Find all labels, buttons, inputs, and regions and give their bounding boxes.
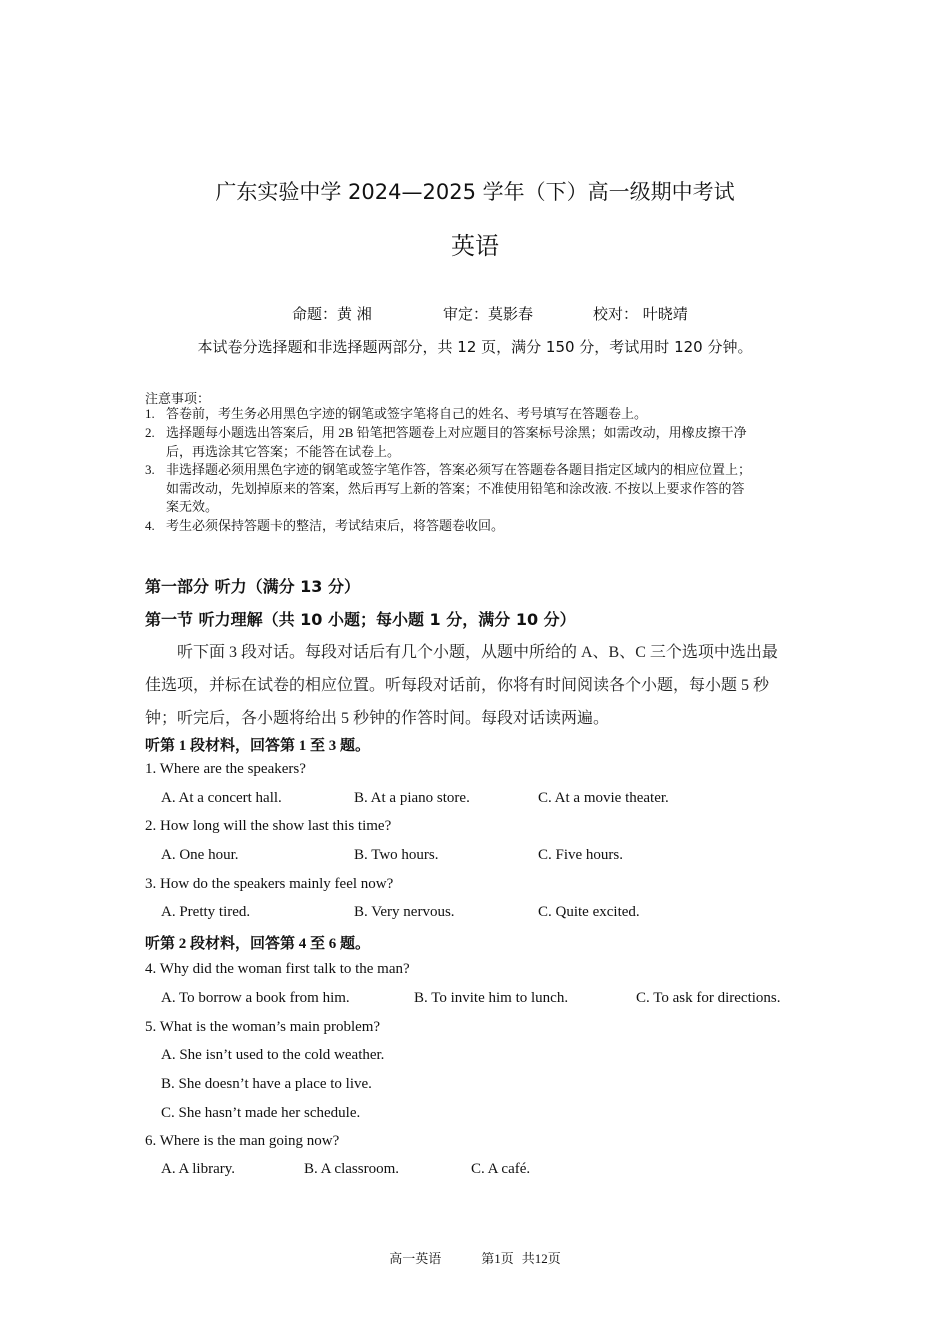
option-b: B. A classroom.	[304, 1161, 400, 1177]
option-c: C. Five hours.	[538, 847, 624, 863]
note-text: 后，再选涂其它答案；不能答在试卷上。	[166, 443, 401, 459]
note-text: 非选择题必须用黑色字迹的钢笔或签字笔作答，答案必须写在答题卷各题目指定区域内的相应位置上；	[166, 462, 752, 477]
option-a: A. To borrow a book from him.	[161, 990, 350, 1006]
question-stem: 5. What is the woman’s main problem?	[145, 1019, 381, 1035]
option-c: C. To ask for directions.	[636, 990, 781, 1006]
option-b: B. At a piano store.	[354, 790, 470, 806]
footer-page-number: 第1页	[481, 1251, 514, 1266]
instruction-line: 听下面 3 段对话。每段对话后有几个小题，从题中所给的 A、B、C 三个选项中选出最	[177, 644, 778, 661]
note-number: 3.	[145, 462, 155, 477]
option-c: C. At a movie theater.	[538, 790, 669, 806]
option-b: B. Two hours.	[354, 847, 439, 863]
option-a: A. Pretty tired.	[161, 904, 251, 920]
option-c: C. She hasn’t made her schedule.	[161, 1105, 361, 1121]
option-b: B. To invite him to lunch.	[414, 990, 569, 1006]
author-credit: 命题：黄 湘	[292, 305, 372, 323]
option-a: A. One hour.	[161, 847, 239, 863]
page-footer	[0, 1248, 950, 1267]
group-heading: 听第 1 段材料，回答第 1 至 3 题。	[145, 738, 371, 754]
exam-intro: 本试卷分选择题和非选择题两部分，共 12 页，满分 150 分，考试用时 120 分钟。	[197, 338, 753, 356]
option-c: C. A café.	[471, 1161, 531, 1177]
part-heading: 第一部分 听力（满分 13 分）	[145, 577, 360, 596]
note-number: 4.	[145, 518, 155, 533]
note-number: 2.	[145, 425, 155, 440]
group-heading: 听第 2 段材料，回答第 4 至 6 题。	[145, 936, 371, 952]
question-stem: 3. How do the speakers mainly feel now?	[145, 876, 394, 892]
instruction-line: 佳选项，并标在试卷的相应位置。听每段对话前，你将有时间阅读各个小题，每小题 5 秒	[145, 677, 770, 694]
option-a: A. She isn’t used to the cold weather.	[161, 1047, 385, 1063]
option-c: C. Quite excited.	[538, 904, 640, 920]
reviewer-credit: 审定：莫影春	[443, 305, 534, 323]
note-item	[145, 461, 751, 517]
footer-total-pages: 共12页	[521, 1251, 561, 1266]
question-stem: 2. How long will the show last this time?	[145, 818, 392, 834]
option-b: B. She doesn’t have a place to live.	[161, 1076, 372, 1092]
option-a: A. A library.	[161, 1161, 236, 1177]
question-stem: 4. Why did the woman first talk to the man?	[145, 961, 410, 977]
proofreader-credit: 校对： 叶晓靖	[593, 305, 688, 323]
footer-subject: 高一英语	[389, 1251, 442, 1266]
subject-title: 英语	[451, 232, 499, 260]
note-text: 如需改动，先划掉原来的答案，然后再写上新的答案；不准使用铅笔和涂改液. 不按以上要求作答的答	[166, 480, 745, 496]
exam-title: 广东实验中学 2024—2025 学年（下）高一级期中考试	[215, 180, 735, 204]
note-item	[145, 424, 747, 461]
note-number: 1.	[145, 406, 155, 421]
notes-heading: 注意事项：	[145, 391, 211, 406]
option-b: B. Very nervous.	[354, 904, 455, 920]
question-stem: 1. Where are the speakers?	[145, 761, 306, 777]
option-a: A. At a concert hall.	[161, 790, 282, 806]
note-item	[145, 517, 504, 536]
instruction-line: 钟；听完后，各小题将给出 5 秒钟的作答时间。每段对话读两遍。	[145, 710, 610, 727]
note-item	[145, 405, 647, 424]
note-text: 案无效。	[166, 499, 219, 514]
note-text: 考生必须保持答题卡的整洁，考试结束后，将答题卷收回。	[166, 518, 505, 533]
section-heading: 第一节 听力理解（共 10 小题；每小题 1 分，满分 10 分）	[145, 610, 576, 629]
question-stem: 6. Where is the man going now?	[145, 1133, 340, 1149]
note-text: 答卷前，考生务必用黑色字迹的钢笔或签字笔将自己的姓名、考号填写在答题卷上。	[166, 406, 648, 421]
note-text: 选择题每小题选出答案后，用 2B 铅笔把答题卷上对应题目的答案标号涂黑；如需改动，用橡皮擦干净	[166, 425, 747, 440]
